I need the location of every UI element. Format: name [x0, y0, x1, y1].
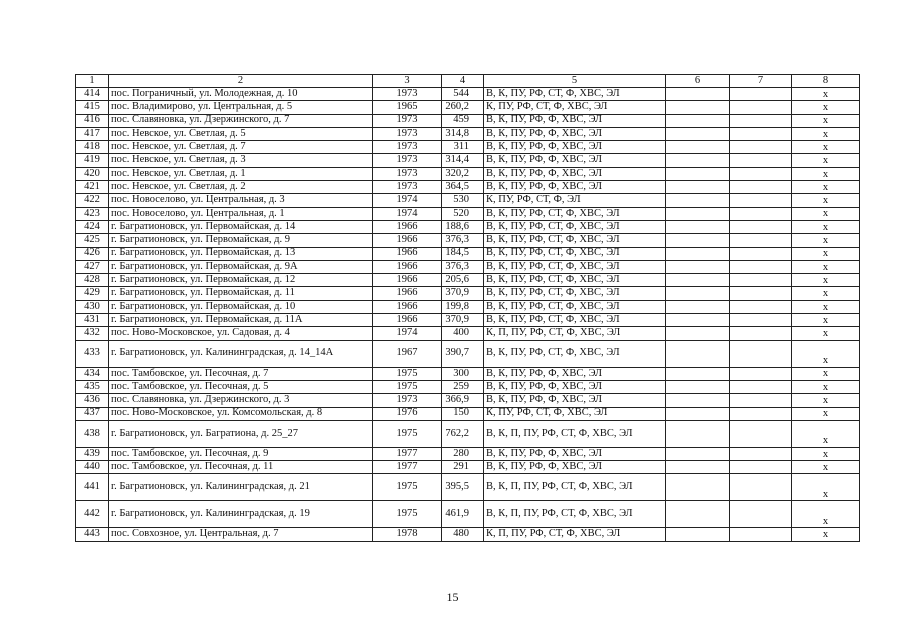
area-cell: 395,5	[442, 474, 484, 501]
area-cell: 259	[442, 380, 484, 393]
address-cell: пос. Невское, ул. Светлая, д. 1	[109, 167, 373, 180]
col8-cell: x	[792, 380, 860, 393]
col7-cell	[730, 367, 792, 380]
col7-cell	[730, 88, 792, 101]
table-row	[76, 461, 860, 474]
address-cell: г. Багратионовск, ул. Первомайская, д. 10	[109, 300, 373, 313]
works-cell: В, К, ПУ, РФ, СТ, Ф, ХВС, ЭЛ	[484, 207, 666, 220]
address-cell: г. Багратионовск, ул. Первомайская, д. 11	[109, 287, 373, 300]
col6-cell	[666, 420, 730, 447]
year-cell: 1967	[373, 340, 442, 367]
year-cell: 1975	[373, 380, 442, 393]
year-cell: 1973	[373, 181, 442, 194]
area-cell: 390,7	[442, 340, 484, 367]
row-number-cell: 427	[76, 260, 109, 273]
address-cell: г. Багратионовск, ул. Калининградская, д. 14_14А	[109, 340, 373, 367]
col7-cell	[730, 447, 792, 460]
area-cell: 370,9	[442, 314, 484, 327]
works-cell: В, К, ПУ, РФ, СТ, Ф, ХВС, ЭЛ	[484, 234, 666, 247]
header-cell: 3	[373, 75, 442, 88]
col7-cell	[730, 314, 792, 327]
row-number-cell: 419	[76, 154, 109, 167]
col6-cell	[666, 260, 730, 273]
area-cell: 459	[442, 114, 484, 127]
col7-cell	[730, 101, 792, 114]
header-row	[76, 75, 860, 88]
col8-cell: x	[792, 300, 860, 313]
year-cell: 1966	[373, 260, 442, 273]
works-cell: В, К, ПУ, РФ, СТ, Ф, ХВС, ЭЛ	[484, 88, 666, 101]
col7-cell	[730, 420, 792, 447]
year-cell: 1966	[373, 220, 442, 233]
table-row	[76, 407, 860, 420]
year-cell: 1966	[373, 234, 442, 247]
header-cell: 5	[484, 75, 666, 88]
table-row	[76, 394, 860, 407]
table-row	[76, 528, 860, 541]
col7-cell	[730, 141, 792, 154]
area-cell: 314,8	[442, 127, 484, 140]
year-cell: 1965	[373, 101, 442, 114]
col6-cell	[666, 127, 730, 140]
col6-cell	[666, 407, 730, 420]
area-cell: 188,6	[442, 220, 484, 233]
table-row	[76, 247, 860, 260]
row-number-cell: 420	[76, 167, 109, 180]
table-row	[76, 101, 860, 114]
col8-cell: x	[792, 141, 860, 154]
header-cell: 2	[109, 75, 373, 88]
table-row	[76, 447, 860, 460]
table-row	[76, 167, 860, 180]
row-number-cell: 432	[76, 327, 109, 340]
address-cell: г. Багратионовск, ул. Первомайская, д. 9А	[109, 260, 373, 273]
col8-cell: x	[792, 247, 860, 260]
address-cell: пос. Тамбовское, ул. Песочная, д. 7	[109, 367, 373, 380]
table-row	[76, 420, 860, 447]
year-cell: 1973	[373, 154, 442, 167]
col7-cell	[730, 327, 792, 340]
col7-cell	[730, 501, 792, 528]
col8-cell: x	[792, 154, 860, 167]
area-cell: 400	[442, 327, 484, 340]
year-cell: 1977	[373, 447, 442, 460]
year-cell: 1978	[373, 528, 442, 541]
row-number-cell: 430	[76, 300, 109, 313]
address-cell: пос. Владимирово, ул. Центральная, д. 5	[109, 101, 373, 114]
works-cell: В, К, ПУ, РФ, Ф, ХВС, ЭЛ	[484, 367, 666, 380]
col7-cell	[730, 394, 792, 407]
col8-cell: x	[792, 207, 860, 220]
works-cell: В, К, ПУ, РФ, Ф, ХВС, ЭЛ	[484, 380, 666, 393]
col8-cell: x	[792, 234, 860, 247]
year-cell: 1973	[373, 167, 442, 180]
col6-cell	[666, 380, 730, 393]
col8-cell: x	[792, 260, 860, 273]
col6-cell	[666, 367, 730, 380]
year-cell: 1973	[373, 141, 442, 154]
col6-cell	[666, 141, 730, 154]
row-number-cell: 438	[76, 420, 109, 447]
works-cell: В, К, ПУ, РФ, Ф, ХВС, ЭЛ	[484, 447, 666, 460]
address-cell: пос. Невское, ул. Светлая, д. 5	[109, 127, 373, 140]
address-cell: г. Багратионовск, ул. Первомайская, д. 11А	[109, 314, 373, 327]
col8-cell: x	[792, 394, 860, 407]
year-cell: 1977	[373, 461, 442, 474]
row-number-cell: 423	[76, 207, 109, 220]
table-row	[76, 300, 860, 313]
col8-cell: x	[792, 461, 860, 474]
col7-cell	[730, 234, 792, 247]
works-cell: В, К, ПУ, РФ, СТ, Ф, ХВС, ЭЛ	[484, 340, 666, 367]
works-cell: В, К, ПУ, РФ, Ф, ХВС, ЭЛ	[484, 181, 666, 194]
address-cell: пос. Пограничный, ул. Молодежная, д. 10	[109, 88, 373, 101]
row-number-cell: 435	[76, 380, 109, 393]
col8-cell: x	[792, 220, 860, 233]
row-number-cell: 426	[76, 247, 109, 260]
area-cell: 314,4	[442, 154, 484, 167]
col6-cell	[666, 101, 730, 114]
col8-cell: x	[792, 367, 860, 380]
row-number-cell: 440	[76, 461, 109, 474]
table-row	[76, 88, 860, 101]
area-cell: 291	[442, 461, 484, 474]
works-cell: В, К, ПУ, РФ, Ф, ХВС, ЭЛ	[484, 114, 666, 127]
page-number: 15	[446, 590, 459, 604]
address-cell: г. Багратионовск, ул. Первомайская, д. 12	[109, 274, 373, 287]
col8-cell: x	[792, 274, 860, 287]
col6-cell	[666, 501, 730, 528]
col7-cell	[730, 528, 792, 541]
year-cell: 1974	[373, 194, 442, 207]
table-row	[76, 260, 860, 273]
area-cell: 520	[442, 207, 484, 220]
works-cell: К, П, ПУ, РФ, СТ, Ф, ХВС, ЭЛ	[484, 528, 666, 541]
area-cell: 280	[442, 447, 484, 460]
year-cell: 1966	[373, 287, 442, 300]
row-number-cell: 417	[76, 127, 109, 140]
col7-cell	[730, 127, 792, 140]
address-cell: пос. Невское, ул. Светлая, д. 3	[109, 154, 373, 167]
col6-cell	[666, 300, 730, 313]
col8-cell: x	[792, 127, 860, 140]
address-cell: г. Багратионовск, ул. Калининградская, д. 19	[109, 501, 373, 528]
address-cell: г. Багратионовск, ул. Первомайская, д. 13	[109, 247, 373, 260]
table-row	[76, 114, 860, 127]
address-cell: г. Багратионовск, ул. Калининградская, д. 21	[109, 474, 373, 501]
area-cell: 260,2	[442, 101, 484, 114]
table-row	[76, 367, 860, 380]
address-cell: пос. Тамбовское, ул. Песочная, д. 5	[109, 380, 373, 393]
housing-table	[75, 74, 860, 542]
col8-cell: x	[792, 194, 860, 207]
table-row	[76, 340, 860, 367]
works-cell: В, К, П, ПУ, РФ, СТ, Ф, ХВС, ЭЛ	[484, 474, 666, 501]
address-cell: пос. Невское, ул. Светлая, д. 2	[109, 181, 373, 194]
area-cell: 311	[442, 141, 484, 154]
header-cell: 6	[666, 75, 730, 88]
col6-cell	[666, 181, 730, 194]
col8-cell: x	[792, 528, 860, 541]
col7-cell	[730, 154, 792, 167]
row-number-cell: 434	[76, 367, 109, 380]
col7-cell	[730, 461, 792, 474]
table-row	[76, 141, 860, 154]
year-cell: 1975	[373, 367, 442, 380]
area-cell: 376,3	[442, 234, 484, 247]
year-cell: 1973	[373, 127, 442, 140]
row-number-cell: 416	[76, 114, 109, 127]
col6-cell	[666, 447, 730, 460]
col6-cell	[666, 340, 730, 367]
works-cell: В, К, ПУ, РФ, СТ, Ф, ХВС, ЭЛ	[484, 274, 666, 287]
year-cell: 1973	[373, 88, 442, 101]
header-cell: 8	[792, 75, 860, 88]
table-body	[76, 88, 860, 542]
col6-cell	[666, 327, 730, 340]
address-cell: пос. Новоселово, ул. Центральная, д. 3	[109, 194, 373, 207]
col6-cell	[666, 461, 730, 474]
works-cell: В, К, ПУ, РФ, Ф, ХВС, ЭЛ	[484, 461, 666, 474]
address-cell: пос. Тамбовское, ул. Песочная, д. 9	[109, 447, 373, 460]
col6-cell	[666, 528, 730, 541]
table-row	[76, 234, 860, 247]
row-number-cell: 428	[76, 274, 109, 287]
col7-cell	[730, 407, 792, 420]
address-cell: г. Багратионовск, ул. Первомайская, д. 14	[109, 220, 373, 233]
address-cell: пос. Ново-Московское, ул. Комсомольская, д. 8	[109, 407, 373, 420]
area-cell: 480	[442, 528, 484, 541]
col6-cell	[666, 314, 730, 327]
area-cell: 544	[442, 88, 484, 101]
table-row	[76, 220, 860, 233]
table-row	[76, 154, 860, 167]
table-row	[76, 380, 860, 393]
col6-cell	[666, 287, 730, 300]
year-cell: 1975	[373, 420, 442, 447]
col7-cell	[730, 220, 792, 233]
col7-cell	[730, 380, 792, 393]
works-cell: В, К, ПУ, РФ, Ф, ХВС, ЭЛ	[484, 394, 666, 407]
col8-cell: x	[792, 101, 860, 114]
col7-cell	[730, 167, 792, 180]
area-cell: 184,5	[442, 247, 484, 260]
col8-cell: x	[792, 340, 860, 367]
col6-cell	[666, 194, 730, 207]
row-number-cell: 424	[76, 220, 109, 233]
header-cell: 4	[442, 75, 484, 88]
row-number-cell: 422	[76, 194, 109, 207]
row-number-cell: 429	[76, 287, 109, 300]
col7-cell	[730, 194, 792, 207]
works-cell: В, К, П, ПУ, РФ, СТ, Ф, ХВС, ЭЛ	[484, 501, 666, 528]
year-cell: 1966	[373, 300, 442, 313]
row-number-cell: 436	[76, 394, 109, 407]
address-cell: г. Багратионовск, ул. Багратиона, д. 25_27	[109, 420, 373, 447]
works-cell: К, ПУ, РФ, СТ, Ф, ЭЛ	[484, 194, 666, 207]
works-cell: К, ПУ, РФ, СТ, Ф, ХВС, ЭЛ	[484, 407, 666, 420]
works-cell: К, ПУ, РФ, СТ, Ф, ХВС, ЭЛ	[484, 101, 666, 114]
col6-cell	[666, 274, 730, 287]
col7-cell	[730, 474, 792, 501]
area-cell: 461,9	[442, 501, 484, 528]
works-cell: В, К, ПУ, РФ, СТ, Ф, ХВС, ЭЛ	[484, 220, 666, 233]
col6-cell	[666, 247, 730, 260]
col7-cell	[730, 181, 792, 194]
area-cell: 762,2	[442, 420, 484, 447]
area-cell: 364,5	[442, 181, 484, 194]
col6-cell	[666, 220, 730, 233]
year-cell: 1973	[373, 394, 442, 407]
address-cell: пос. Славяновка, ул. Дзержинского, д. 3	[109, 394, 373, 407]
year-cell: 1966	[373, 314, 442, 327]
table-row	[76, 314, 860, 327]
row-number-cell: 443	[76, 528, 109, 541]
address-cell: пос. Ново-Московское, ул. Садовая, д. 4	[109, 327, 373, 340]
col7-cell	[730, 287, 792, 300]
table-row	[76, 194, 860, 207]
col6-cell	[666, 207, 730, 220]
works-cell: В, К, ПУ, РФ, Ф, ХВС, ЭЛ	[484, 154, 666, 167]
col8-cell: x	[792, 181, 860, 194]
year-cell: 1976	[373, 407, 442, 420]
year-cell: 1974	[373, 207, 442, 220]
row-number-cell: 439	[76, 447, 109, 460]
area-cell: 320,2	[442, 167, 484, 180]
row-number-cell: 421	[76, 181, 109, 194]
table-row	[76, 501, 860, 528]
col8-cell: x	[792, 501, 860, 528]
col6-cell	[666, 88, 730, 101]
area-cell: 370,9	[442, 287, 484, 300]
works-cell: В, К, ПУ, РФ, СТ, Ф, ХВС, ЭЛ	[484, 314, 666, 327]
col6-cell	[666, 234, 730, 247]
address-cell: пос. Совхозное, ул. Центральная, д. 7	[109, 528, 373, 541]
address-cell: пос. Славяновка, ул. Дзержинского, д. 7	[109, 114, 373, 127]
col6-cell	[666, 474, 730, 501]
col7-cell	[730, 274, 792, 287]
col7-cell	[730, 260, 792, 273]
row-number-cell: 441	[76, 474, 109, 501]
col7-cell	[730, 114, 792, 127]
col8-cell: x	[792, 314, 860, 327]
address-cell: пос. Тамбовское, ул. Песочная, д. 11	[109, 461, 373, 474]
header-cell: 7	[730, 75, 792, 88]
works-cell: В, К, ПУ, РФ, Ф, ХВС, ЭЛ	[484, 127, 666, 140]
col8-cell: x	[792, 447, 860, 460]
table-row	[76, 127, 860, 140]
works-cell: В, К, ПУ, РФ, Ф, ХВС, ЭЛ	[484, 141, 666, 154]
header-cell: 1	[76, 75, 109, 88]
year-cell: 1975	[373, 474, 442, 501]
year-cell: 1966	[373, 274, 442, 287]
col7-cell	[730, 340, 792, 367]
works-cell: В, К, ПУ, РФ, СТ, Ф, ХВС, ЭЛ	[484, 287, 666, 300]
table-row	[76, 207, 860, 220]
col6-cell	[666, 167, 730, 180]
col8-cell: x	[792, 407, 860, 420]
col8-cell: x	[792, 88, 860, 101]
works-cell: В, К, П, ПУ, РФ, СТ, Ф, ХВС, ЭЛ	[484, 420, 666, 447]
works-cell: В, К, ПУ, РФ, СТ, Ф, ХВС, ЭЛ	[484, 247, 666, 260]
table-row	[76, 327, 860, 340]
area-cell: 150	[442, 407, 484, 420]
col8-cell: x	[792, 167, 860, 180]
address-cell: пос. Невское, ул. Светлая, д. 7	[109, 141, 373, 154]
address-cell: пос. Новоселово, ул. Центральная, д. 1	[109, 207, 373, 220]
row-number-cell: 442	[76, 501, 109, 528]
row-number-cell: 425	[76, 234, 109, 247]
row-number-cell: 431	[76, 314, 109, 327]
row-number-cell: 433	[76, 340, 109, 367]
area-cell: 366,9	[442, 394, 484, 407]
row-number-cell: 437	[76, 407, 109, 420]
area-cell: 199,8	[442, 300, 484, 313]
address-cell: г. Багратионовск, ул. Первомайская, д. 9	[109, 234, 373, 247]
area-cell: 300	[442, 367, 484, 380]
row-number-cell: 418	[76, 141, 109, 154]
col8-cell: x	[792, 287, 860, 300]
works-cell: В, К, ПУ, РФ, СТ, Ф, ХВС, ЭЛ	[484, 300, 666, 313]
col7-cell	[730, 247, 792, 260]
works-cell: К, П, ПУ, РФ, СТ, Ф, ХВС, ЭЛ	[484, 327, 666, 340]
year-cell: 1975	[373, 501, 442, 528]
col6-cell	[666, 114, 730, 127]
col7-cell	[730, 300, 792, 313]
table-row	[76, 474, 860, 501]
table-row	[76, 287, 860, 300]
row-number-cell: 415	[76, 101, 109, 114]
row-number-cell: 414	[76, 88, 109, 101]
col7-cell	[730, 207, 792, 220]
col8-cell: x	[792, 114, 860, 127]
year-cell: 1966	[373, 247, 442, 260]
col8-cell: x	[792, 474, 860, 501]
area-cell: 376,3	[442, 260, 484, 273]
col6-cell	[666, 154, 730, 167]
col8-cell: x	[792, 327, 860, 340]
year-cell: 1973	[373, 114, 442, 127]
col8-cell: x	[792, 420, 860, 447]
table-row	[76, 274, 860, 287]
table-row	[76, 181, 860, 194]
col6-cell	[666, 394, 730, 407]
works-cell: В, К, ПУ, РФ, СТ, Ф, ХВС, ЭЛ	[484, 260, 666, 273]
area-cell: 530	[442, 194, 484, 207]
area-cell: 205,6	[442, 274, 484, 287]
works-cell: В, К, ПУ, РФ, Ф, ХВС, ЭЛ	[484, 167, 666, 180]
year-cell: 1974	[373, 327, 442, 340]
